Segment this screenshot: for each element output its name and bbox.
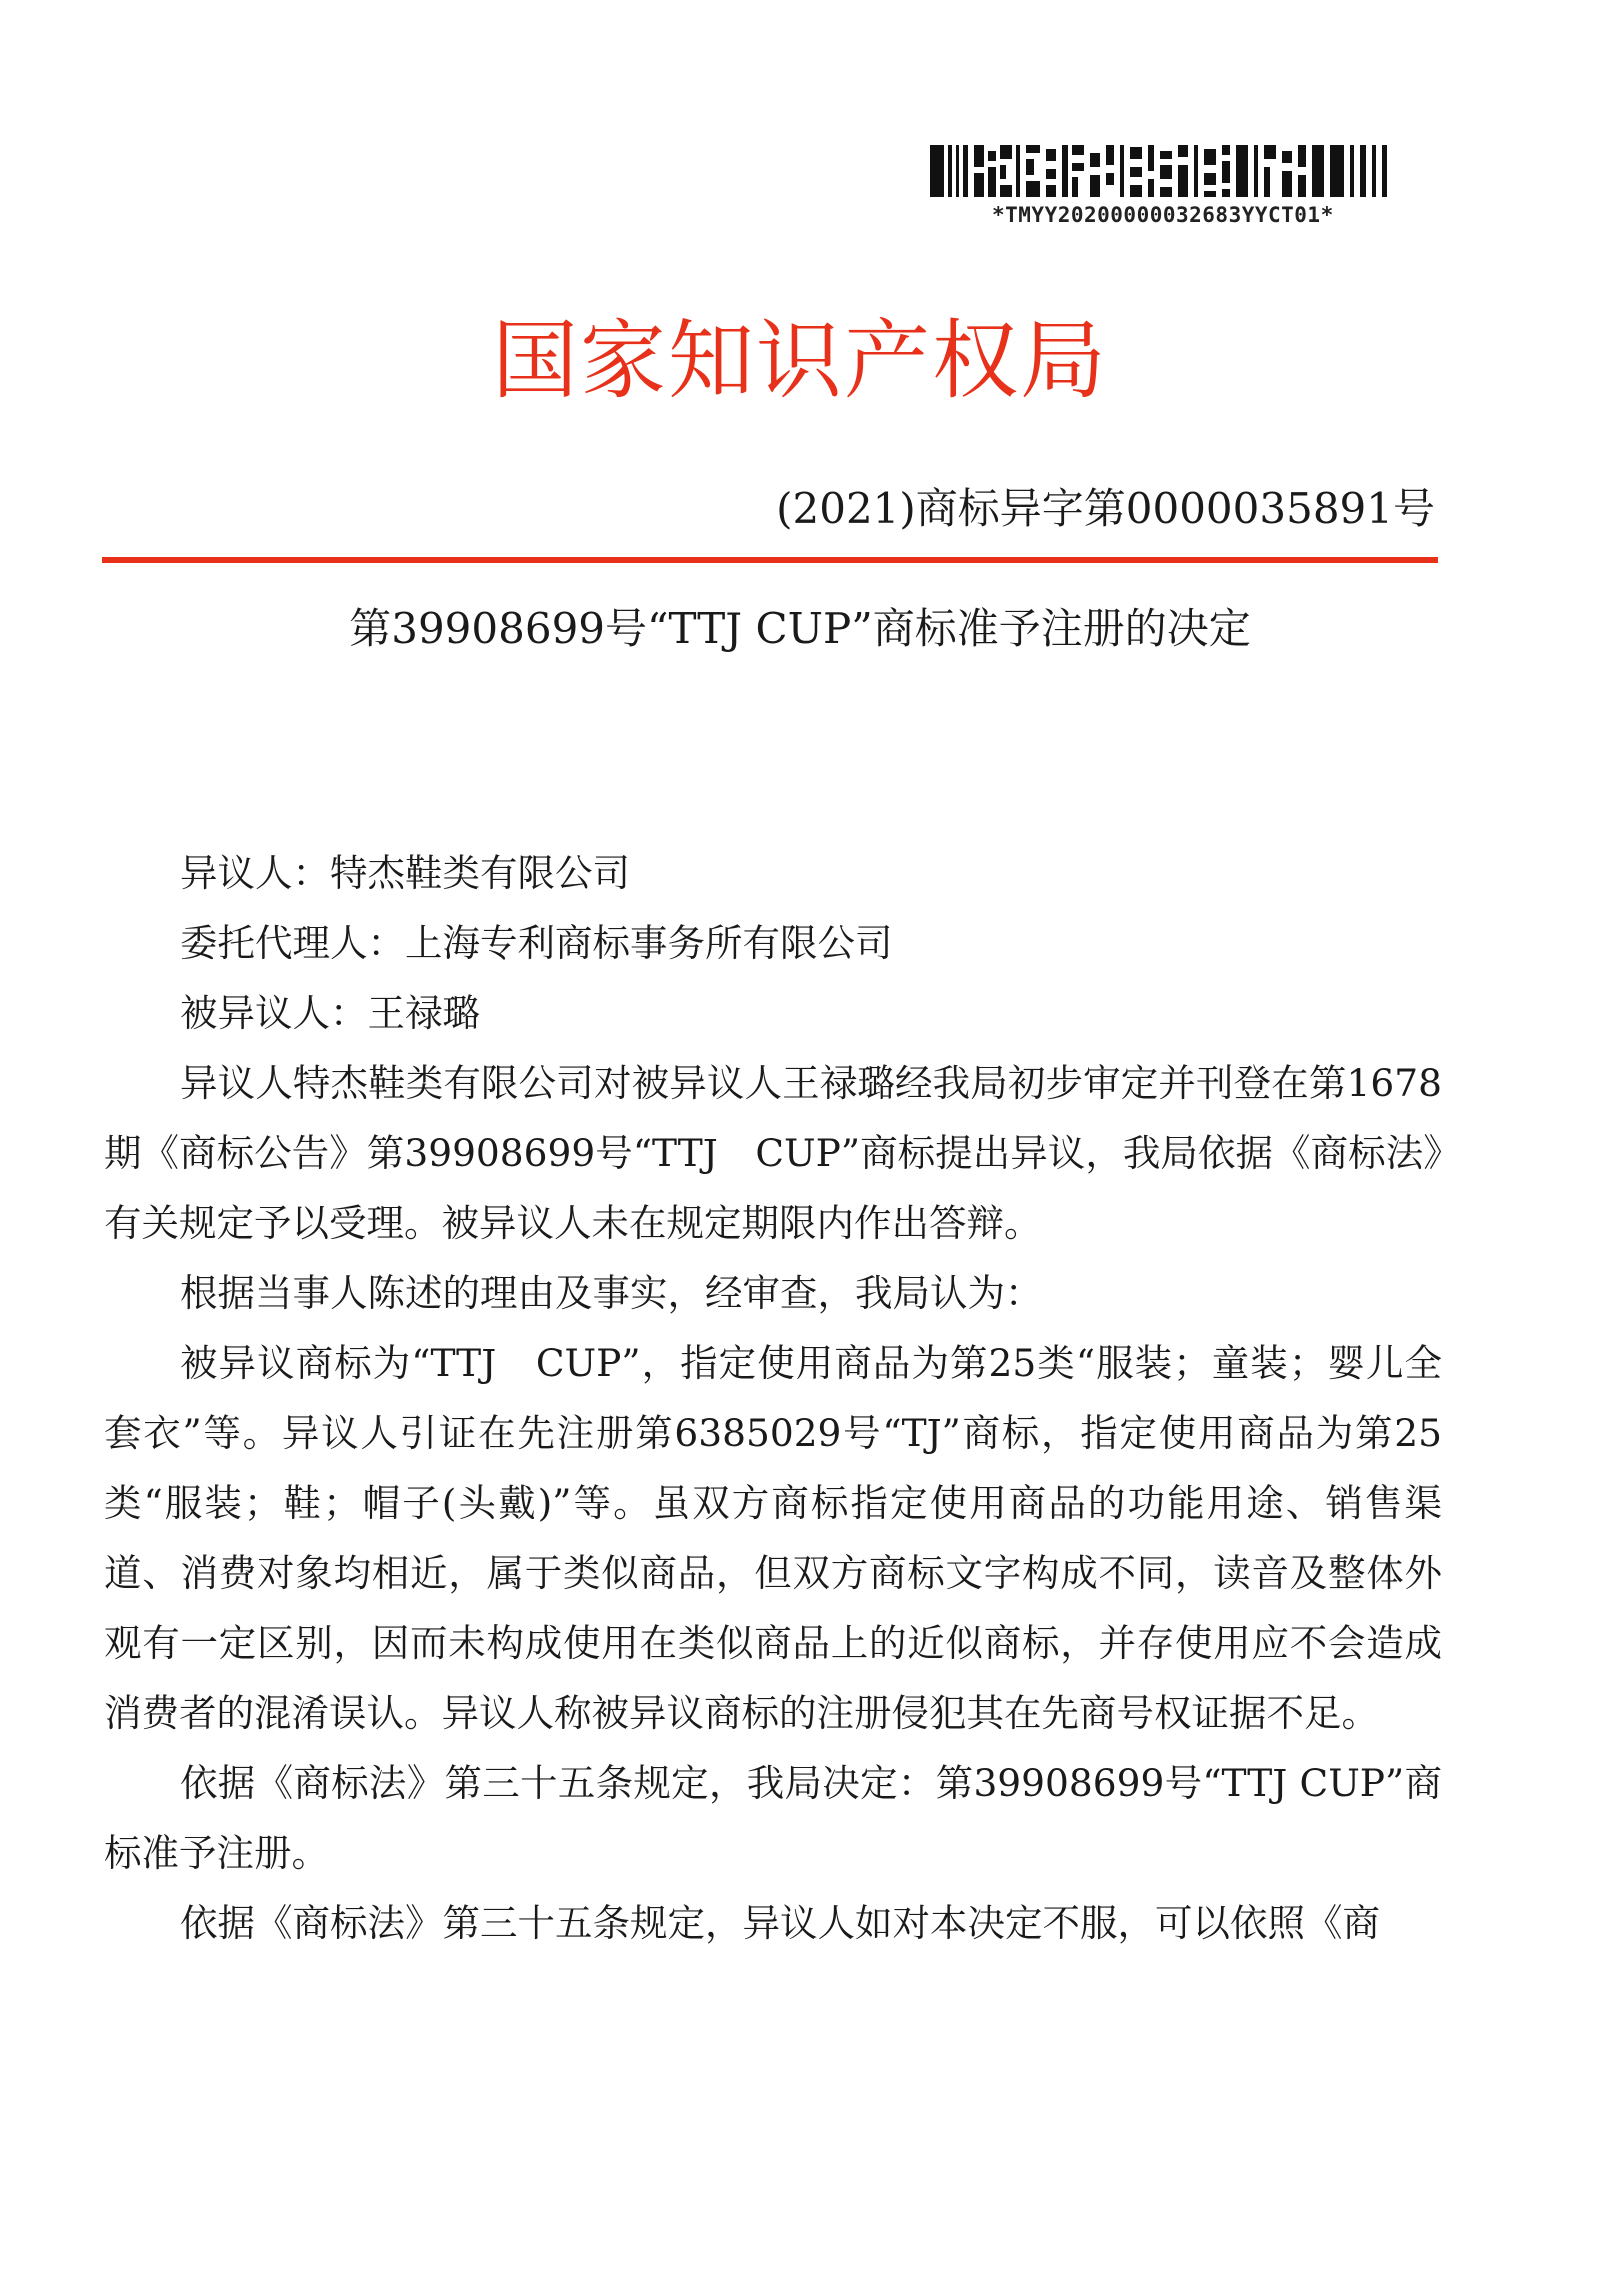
opponent-line: 异议人：特杰鞋类有限公司 <box>180 851 630 895</box>
barcode-block <box>930 145 1400 227</box>
paragraph-decision: 依据《商标法》第三十五条规定，我局决定：第39908699号“TTJ CUP”商标准予注册。 <box>104 1761 1442 1875</box>
paragraph-opposition-filed: 异议人特杰鞋类有限公司对被异议人王禄璐经我局初步审定并刊登在第1678期《商标公告》第39908699号“TTJ CUP”商标提出异议，我局依据《商标法》有关规定予以受理。被异议人未在规定期限内作出答辩。 <box>104 1061 1442 1245</box>
agency-name: 国家知识产权局 <box>492 311 1108 411</box>
paragraph-examination-findings: 被异议商标为“TTJ CUP”，指定使用商品为第25类“服装；童装；婴儿全套衣”等。异议人引证在先注册第6385029号“TJ”商标，指定使用商品为第25类“服装；鞋；帽子(头戴)”等。虽双方商标指定使用商品的功能用途、销售渠道、消费对象均相近，属于类似商品，但双方商标文字构成不同，读音及整体外观有一定区别，因而未构成使用在类似商品上的近似商标，并存使用应不会造成消费者的混淆误认。异议人称被异议商标的注册侵犯其在先商号权证据不足。 <box>104 1341 1442 1735</box>
paragraph-review-intro: 根据当事人陈述的理由及事实，经审查，我局认为： <box>180 1271 1043 1315</box>
document-number: (2021)商标异字第0000035891号 <box>776 484 1435 533</box>
agent-line: 委托代理人：上海专利商标事务所有限公司 <box>180 921 893 965</box>
respondent-line: 被异议人：王禄璐 <box>180 991 480 1035</box>
document-body <box>104 838 1442 1958</box>
header-divider <box>102 557 1438 563</box>
barcode-image <box>930 145 1390 197</box>
document-title: 第39908699号“TTJ CUP”商标准予注册的决定 <box>349 604 1251 653</box>
barcode-text: *TMYY20200000032683YYCT01* <box>992 203 1334 227</box>
paragraph-appeal-notice: 依据《商标法》第三十五条规定，异议人如对本决定不服，可以依照《商 <box>180 1901 1380 1945</box>
